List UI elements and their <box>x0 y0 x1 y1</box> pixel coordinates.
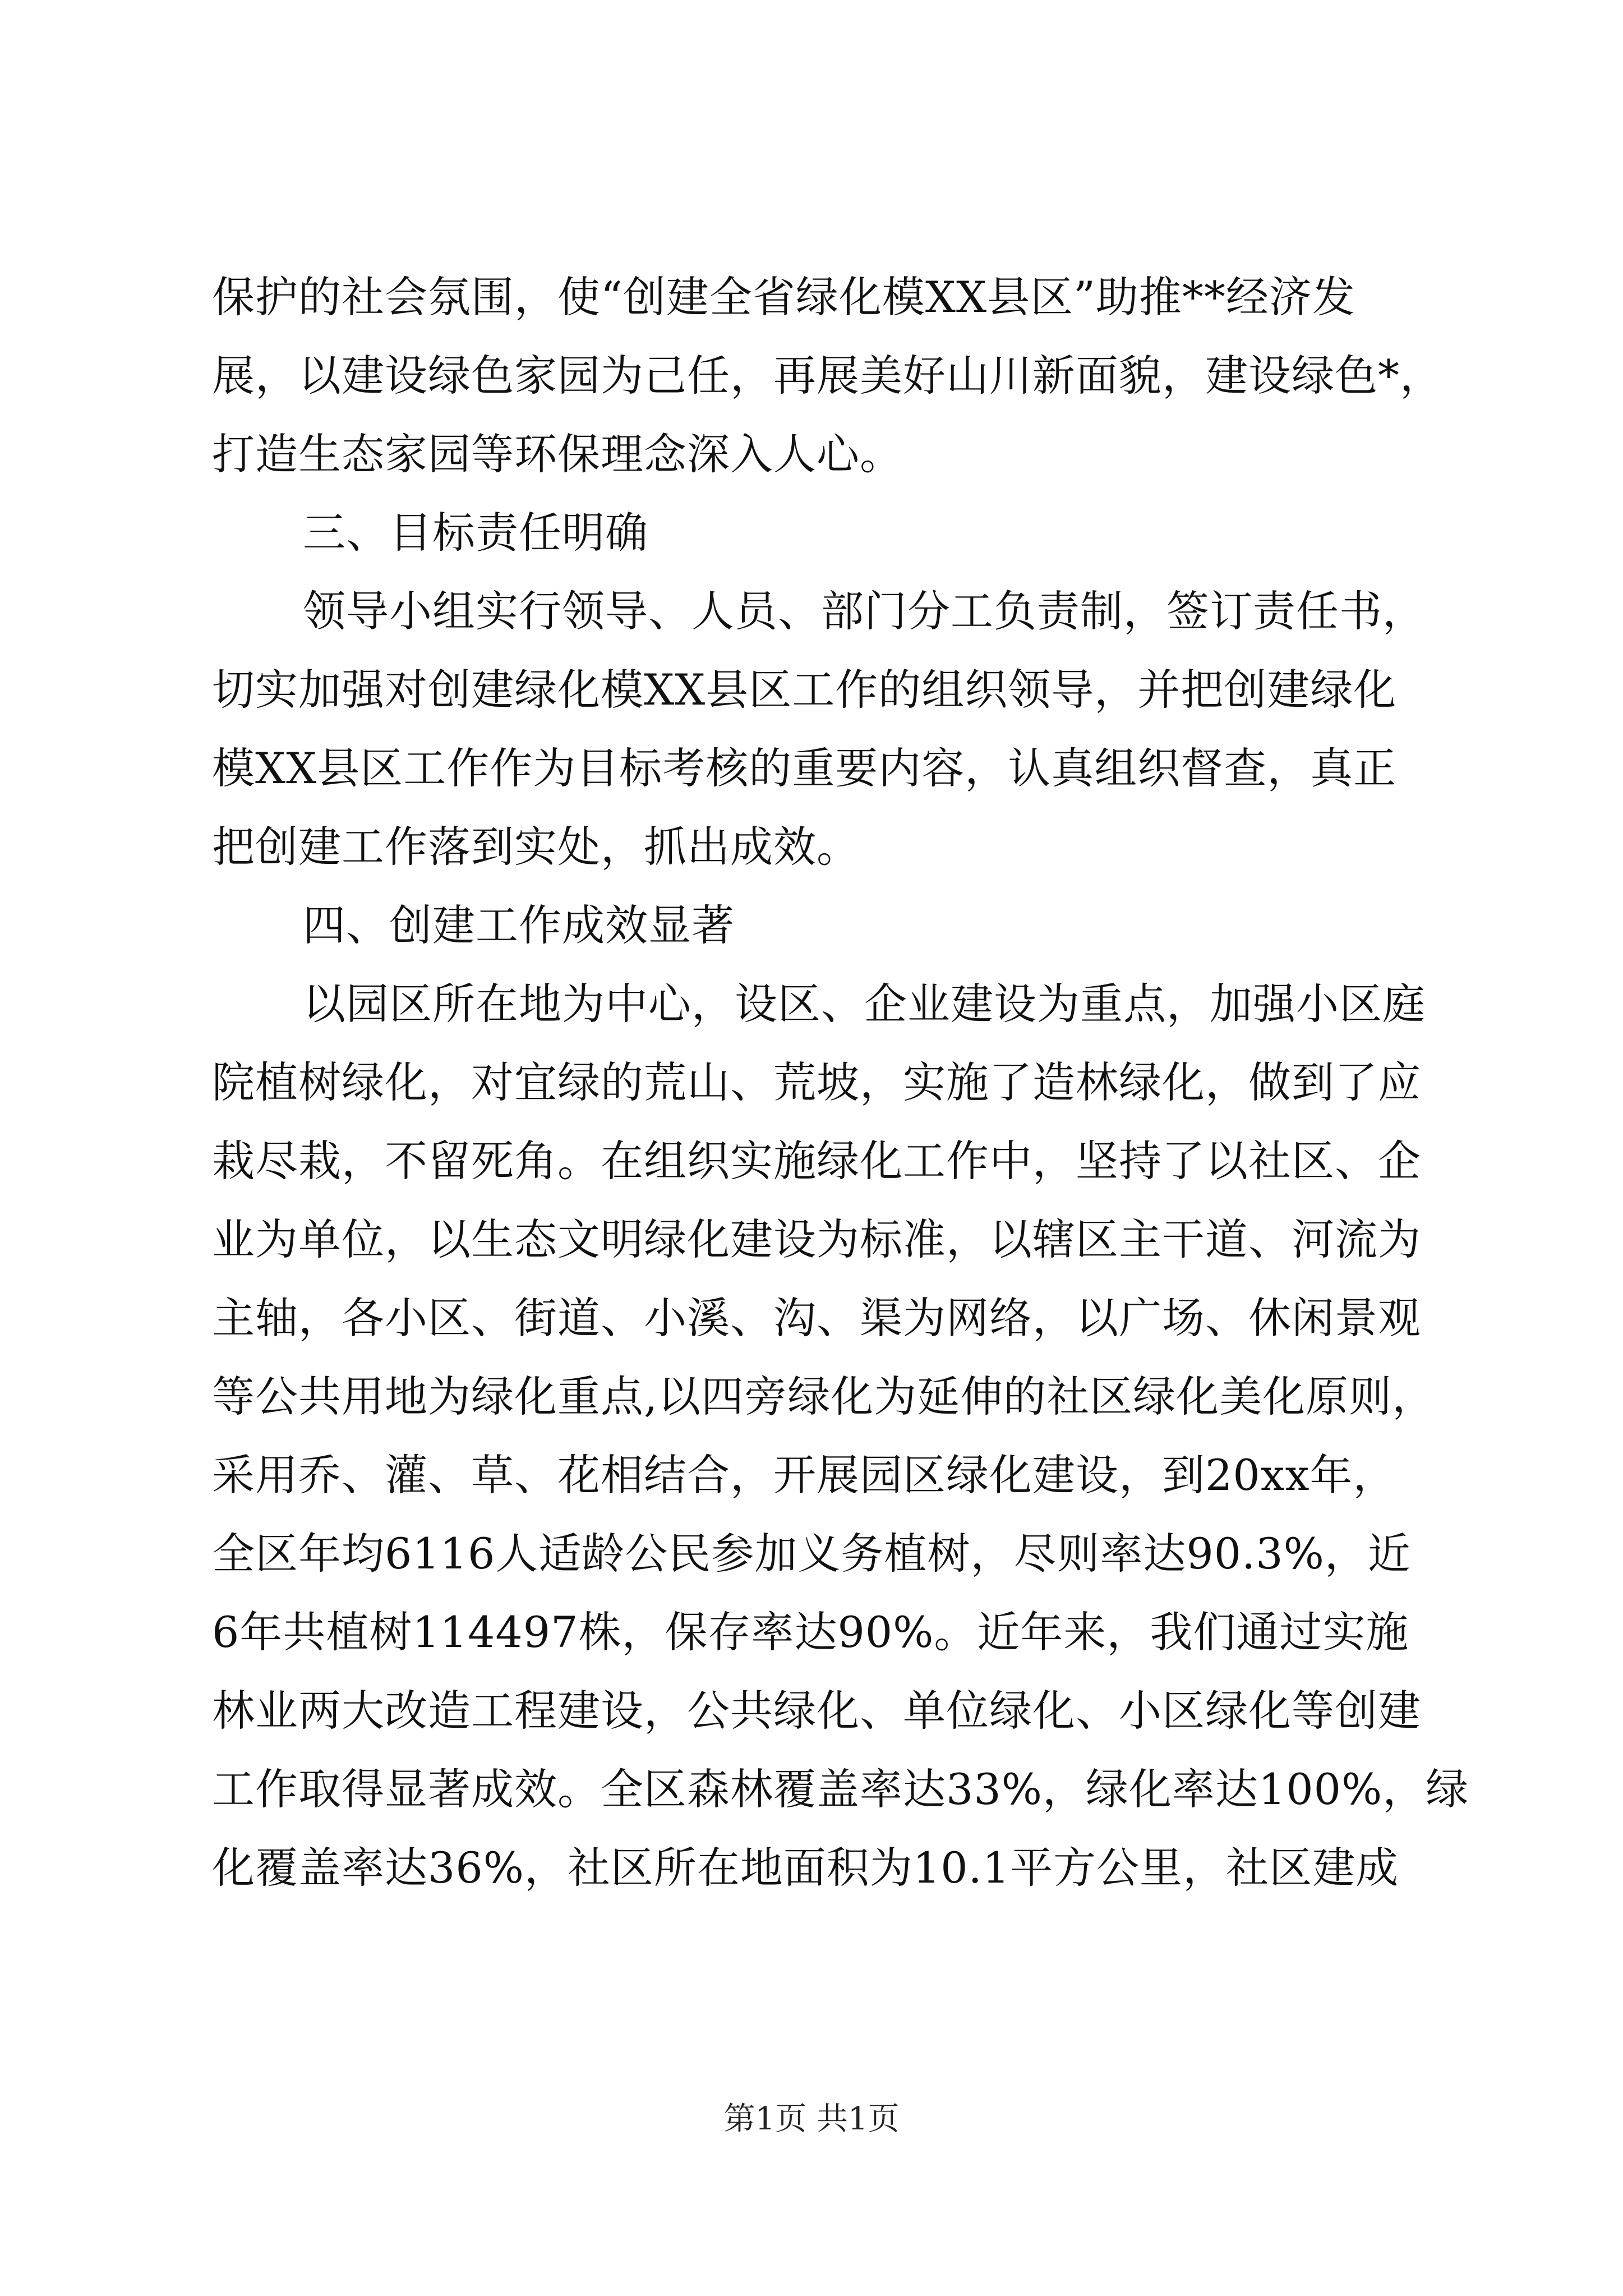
body-text-line: 把创建工作落到实处，抓出成效。 <box>212 822 860 872</box>
body-text-line: 打造生态家园等环保理念深入人心。 <box>212 429 903 479</box>
section-heading: 四、创建工作成效显著 <box>303 900 735 950</box>
body-text-line: 切实加强对创建绿化模XX县区工作的组织领导，并把创建绿化 <box>212 665 1397 715</box>
body-text-line: 采用乔、灌、草、花相结合，开展园区绿化建设，到20xx年， <box>212 1450 1396 1500</box>
page-footer: 第1页 共1页 <box>723 2101 900 2137</box>
body-text-line: 化覆盖率达36%，社区所在地面积为10.1平方公里，社区建成 <box>212 1843 1399 1893</box>
section-heading: 三、目标责任明确 <box>303 508 648 558</box>
body-text-line: 工作取得显著成效。全区森林覆盖率达33%，绿化率达100%，绿 <box>212 1764 1469 1814</box>
body-text-line: 全区年均6116人适龄公民参加义务植树，尽则率达90.3%，近 <box>212 1529 1411 1579</box>
body-text-line: 院植树绿化，对宜绿的荒山、荒坡，实施了造林绿化，做到了应 <box>212 1057 1421 1107</box>
body-text-line: 以园区所在地为中心，设区、企业建设为重点，加强小区庭 <box>303 979 1426 1029</box>
body-text-line: 栽尽栽，不留死角。在组织实施绿化工作中，坚持了以社区、企 <box>212 1136 1421 1186</box>
body-text-line: 模XX县区工作作为目标考核的重要内容，认真组织督查，真正 <box>212 743 1397 793</box>
body-text-line: 保护的社会氛围，使“创建全省绿化模XX县区”助推**经济发 <box>212 272 1355 322</box>
body-text-line: 等公共用地为绿化重点,以四旁绿化为延伸的社区绿化美化原则， <box>212 1372 1436 1421</box>
body-text-line: 林业两大改造工程建设，公共绿化、单位绿化、小区绿化等创建 <box>212 1686 1421 1736</box>
body-text-line: 业为单位，以生态文明绿化建设为标准，以辖区主干道、河流为 <box>212 1214 1421 1264</box>
body-text-line: 领导小组实行领导、人员、部门分工负责制，签订责任书， <box>303 586 1426 636</box>
body-text-line: 6年共植树114497株，保存率达90%。近年来，我们通过实施 <box>212 1607 1409 1657</box>
body-text-line: 主轴，各小区、街道、小溪、沟、渠为网络，以广场、休闲景观 <box>212 1293 1421 1343</box>
body-text-line: 展，以建设绿色家园为己任，再展美好山川新面貌，建设绿色*， <box>212 351 1443 401</box>
